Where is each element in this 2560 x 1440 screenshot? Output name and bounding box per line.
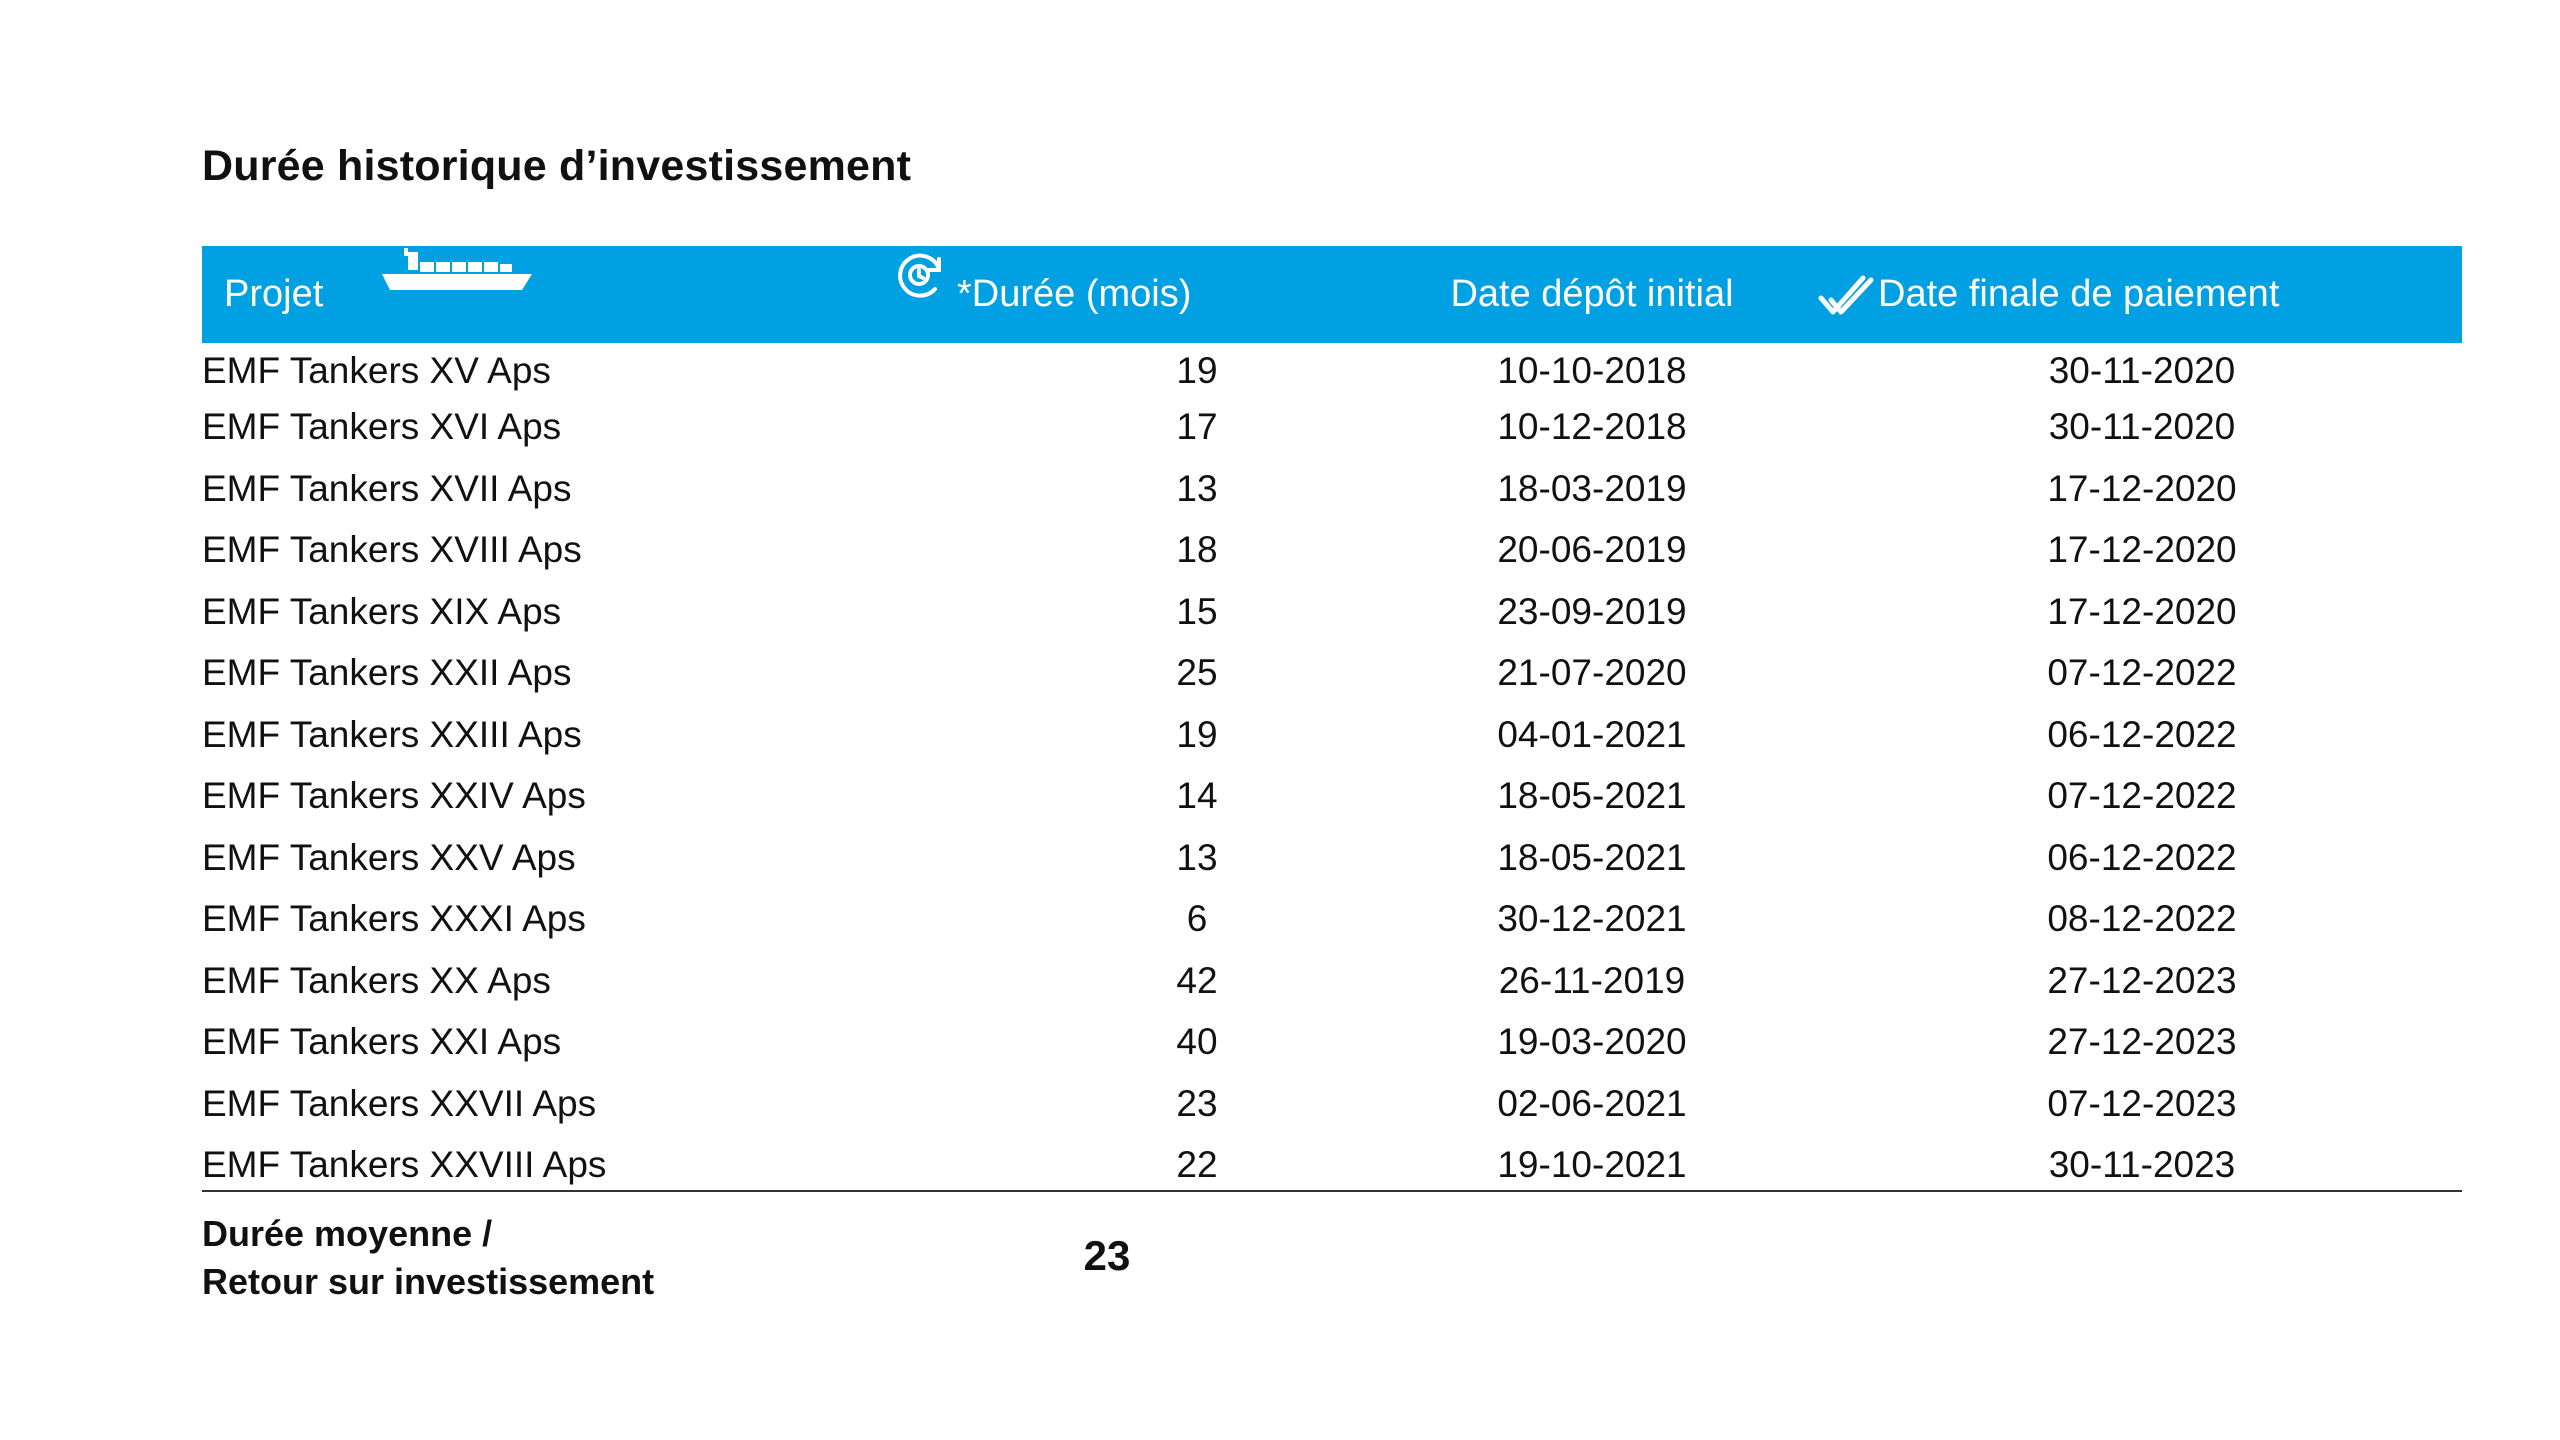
cell-final: 06-12-2022 <box>2047 836 2237 878</box>
cell-final: 30-11-2023 <box>2048 1144 2236 1185</box>
table-row <box>202 584 2462 646</box>
table-row <box>202 891 2462 953</box>
header-final: Date finale de paiement <box>1878 273 2280 315</box>
cell-depot: 02-06-2021 <box>1497 1082 1687 1124</box>
cell-depot: 21-07-2020 <box>1497 652 1687 693</box>
footer-label-line1: Durée moyenne / <box>202 1213 493 1254</box>
cell-projet: EMF Tankers XVII Aps <box>202 467 572 509</box>
header-depot: Date dépôt initial <box>1450 273 1734 315</box>
table-row <box>202 707 2462 769</box>
cell-projet: EMF Tankers XV Aps <box>202 350 551 391</box>
cell-duree: 23 <box>1176 1082 1218 1124</box>
cell-final: 07-12-2022 <box>2047 775 2237 816</box>
cell-depot: 30-12-2021 <box>1497 898 1687 939</box>
cell-final: 30-11-2020 <box>2048 406 2236 447</box>
table-row <box>202 830 2462 892</box>
cell-duree: 42 <box>1176 959 1218 1001</box>
double-check-icon <box>1817 274 1877 318</box>
cell-final: 07-12-2022 <box>2047 652 2237 693</box>
cell-depot: 19-10-2021 <box>1497 1144 1687 1185</box>
table-row <box>202 953 2462 1015</box>
cell-projet: EMF Tankers XXIV Aps <box>202 775 586 816</box>
cell-depot: 20-06-2019 <box>1497 529 1687 570</box>
investment-table <box>202 246 2462 1199</box>
cell-projet: EMF Tankers XIX Aps <box>202 590 562 632</box>
cell-duree: 19 <box>1176 713 1218 755</box>
table-body <box>202 343 2462 1199</box>
table-row <box>202 522 2462 584</box>
cell-depot: 10-10-2018 <box>1497 350 1687 391</box>
cell-projet: EMF Tankers XXVIII Aps <box>202 1144 607 1185</box>
cell-projet: EMF Tankers XXII Aps <box>202 652 572 693</box>
cell-final: 27-12-2023 <box>2047 959 2237 1001</box>
cell-projet: EMF Tankers XVI Aps <box>202 406 562 447</box>
header-projet: Projet <box>224 273 324 315</box>
cell-final: 17-12-2020 <box>2047 529 2237 570</box>
cell-depot: 23-09-2019 <box>1497 590 1687 632</box>
table-divider <box>202 1190 2462 1192</box>
cell-depot: 10-12-2018 <box>1497 406 1687 447</box>
table-row <box>202 343 2462 399</box>
footer-label <box>202 1210 654 1306</box>
page-title: Durée historique d’investissement <box>202 142 912 190</box>
cell-projet: EMF Tankers XXVII Aps <box>202 1082 597 1124</box>
clock-icon <box>895 249 947 301</box>
table-row <box>202 1076 2462 1138</box>
cell-depot: 04-01-2021 <box>1497 713 1687 755</box>
cell-duree: 13 <box>1176 836 1218 878</box>
cell-depot: 18-03-2019 <box>1497 467 1687 509</box>
cell-depot: 18-05-2021 <box>1497 836 1687 878</box>
cell-final: 17-12-2020 <box>2047 590 2237 632</box>
cell-duree: 19 <box>1176 350 1218 391</box>
cell-duree: 40 <box>1176 1021 1218 1062</box>
cell-final: 06-12-2022 <box>2047 713 2237 755</box>
cell-projet: EMF Tankers XXI Aps <box>202 1021 562 1062</box>
cell-duree: 18 <box>1176 529 1218 570</box>
cell-duree: 13 <box>1176 467 1218 509</box>
cell-final: 07-12-2023 <box>2047 1082 2237 1124</box>
cell-final: 17-12-2020 <box>2047 467 2237 509</box>
table-row <box>202 1014 2462 1076</box>
cell-final: 27-12-2023 <box>2047 1021 2237 1062</box>
cell-final: 30-11-2020 <box>2048 350 2236 391</box>
cell-depot: 19-03-2020 <box>1497 1021 1687 1062</box>
cell-depot: 26-11-2019 <box>1498 959 1686 1001</box>
cell-final: 08-12-2022 <box>2047 898 2237 939</box>
cell-projet: EMF Tankers XX Aps <box>202 959 551 1001</box>
cell-depot: 18-05-2021 <box>1497 775 1687 816</box>
table-header <box>202 246 2462 343</box>
table-row <box>202 461 2462 523</box>
cell-projet: EMF Tankers XXIII Aps <box>202 713 582 755</box>
cell-projet: EMF Tankers XXV Aps <box>202 836 576 878</box>
cell-projet: EMF Tankers XVIII Aps <box>202 529 582 570</box>
cell-duree: 25 <box>1176 652 1218 693</box>
cell-duree: 22 <box>1176 1144 1218 1185</box>
table-row <box>202 399 2462 461</box>
cell-duree: 6 <box>1186 898 1208 939</box>
footer-label-line2: Retour sur investissement <box>202 1261 655 1302</box>
table-row <box>202 645 2462 707</box>
cell-duree: 15 <box>1176 590 1218 632</box>
cell-duree: 17 <box>1176 406 1218 447</box>
average-duration-value: 23 <box>1083 1232 1131 1279</box>
header-duree: *Durée (mois) <box>957 273 1192 315</box>
cell-duree: 14 <box>1176 775 1218 816</box>
table-row <box>202 768 2462 830</box>
cell-projet: EMF Tankers XXXI Aps <box>202 898 586 939</box>
ship-icon <box>380 246 534 294</box>
